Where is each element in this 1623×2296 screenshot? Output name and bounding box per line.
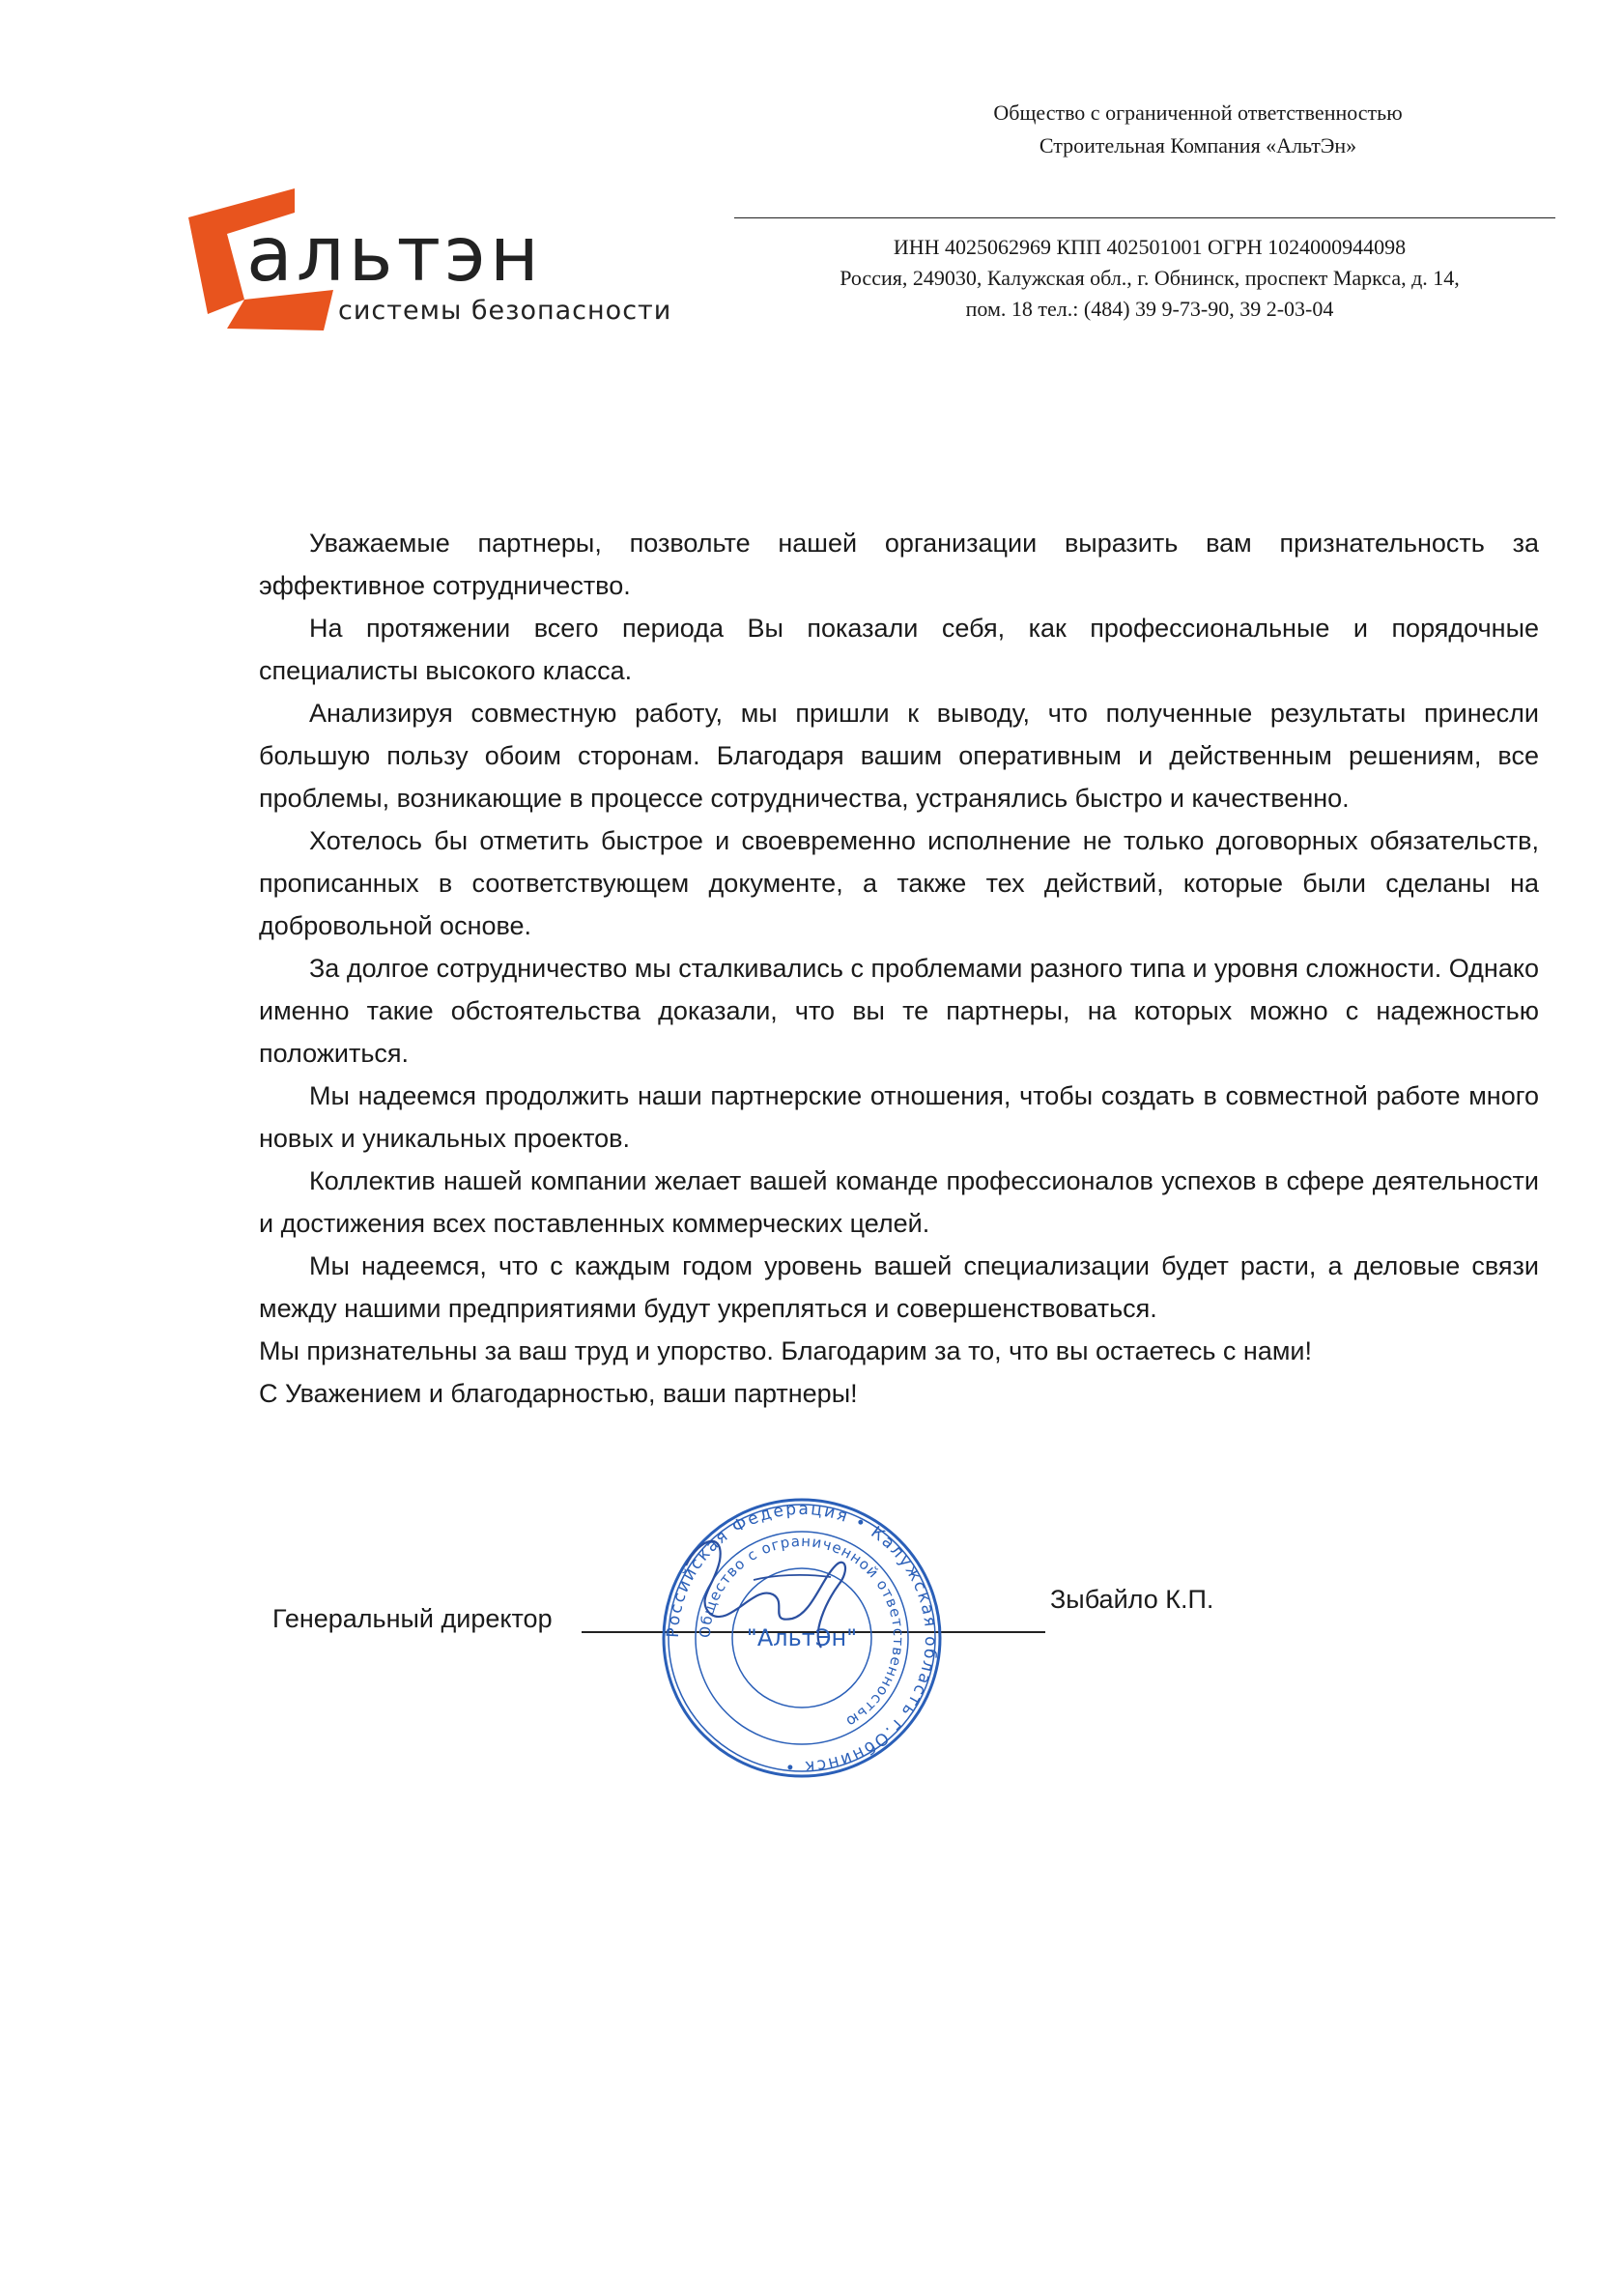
stamp-middle-text: Общество с ограниченной ответственностью [696, 1532, 908, 1732]
letter-paragraph: За долгое сотрудничество мы сталкивались с проблемами разного типа и уровня сложности. Однако именно такие обстоятельства доказали, что вы те партнеры, на которых можно с надежностью положиться. [259, 954, 1539, 1068]
company-header [831, 97, 1565, 162]
signatory-position: Генеральный директор [272, 1604, 553, 1633]
requisites-phone: пом. 18 тел.: (484) 39 9-73-90, 39 2-03-04 [965, 297, 1334, 321]
closing-regards: С Уважением и благодарностью, ваши партнеры! [259, 1379, 858, 1408]
stamp-outer-text: Российская Федерация • Калужская область г.Обнинск • [663, 1499, 941, 1777]
closing-thanks: Мы признательны за ваш труд и упорство. Благодарим за то, что вы остаетесь с нами! [259, 1336, 1312, 1365]
stamp-center-text: "АльтЭн" [746, 1624, 858, 1651]
header-divider [734, 217, 1555, 218]
company-requisites [763, 232, 1536, 325]
letter-body [259, 522, 1539, 1415]
letter-paragraph: Хотелось бы отметить быстрое и своевременно исполнение не только договорных обязательств, прописанных в соответствующем документе, а также тех действий, которые были сделаны на добровольной основе. [259, 826, 1539, 940]
logo-brand-text: альтэн [246, 212, 543, 299]
signatory-name: Зыбайло К.П. [1050, 1585, 1214, 1614]
company-name-line1: Общество с ограниченной ответственностью [993, 100, 1403, 125]
letter-paragraph: Коллектив нашей компании желает вашей команде профессионалов успехов в сфере деятельности и достижения всех поставленных коммерческих целей. [259, 1166, 1539, 1238]
requisites-inn: ИНН 4025062969 КПП 402501001 ОГРН 1024000944098 [893, 235, 1407, 259]
altén-logo [188, 184, 729, 358]
company-name-line2: Строительная Компания «АльтЭн» [1039, 133, 1357, 158]
letter-paragraph: На протяжении всего периода Вы показали себя, как профессиональные и порядочные специалисты высокого класса. [259, 614, 1539, 685]
letter-paragraph: Мы надеемся, что с каждым годом уровень вашей специализации будет расти, а деловые связи между нашими предприятиями будут укрепляться и совершенствоваться. [259, 1251, 1539, 1323]
letter-paragraph: Анализируя совместную работу, мы пришли к выводу, что полученные результаты принесли большую пользу обоим сторонам. Благодаря вашим оперативным и действенным решениям, все проблемы, возникающие в процессе сотрудничества, устранялись быстро и качественно. [259, 699, 1539, 813]
requisites-address: Россия, 249030, Калужская обл., г. Обнинск, проспект Маркса, д. 14, [840, 266, 1460, 290]
handwritten-signature [667, 1527, 879, 1662]
logo-tagline: системы безопасности [338, 296, 672, 326]
letter-paragraph: Уважаемые партнеры, позвольте нашей организации выразить вам признательность за эффективное сотрудничество. [259, 529, 1539, 600]
letter-paragraph: Мы надеемся продолжить наши партнерские отношения, чтобы создать в совместной работе много новых и уникальных проектов. [259, 1081, 1539, 1153]
